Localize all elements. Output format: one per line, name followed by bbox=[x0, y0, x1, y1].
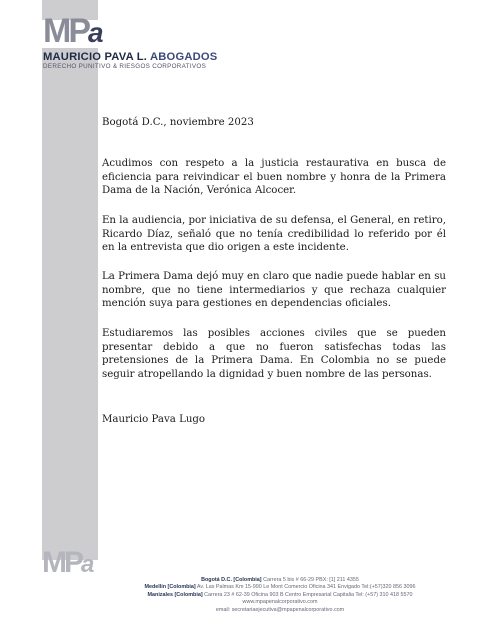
logo-letter-p: P bbox=[68, 12, 89, 50]
footer-office-city: Bogotá D.C. [Colombia] bbox=[201, 577, 262, 583]
logo-letter-m: M bbox=[43, 12, 69, 50]
footer-office-city: Manizales [Colombia] bbox=[147, 591, 203, 598]
footer-office-city: Medellín [Colombia] bbox=[144, 584, 196, 591]
letterhead-sidebar-bar bbox=[42, 0, 98, 560]
letter-paragraph-2: En la audiencia, por iniciativa de su defensa, el General, en retiro, Ricardo Díaz, señaló que no tenía credibilidad lo referido por él en la entrevista que dio origen a este incidente. bbox=[102, 215, 446, 254]
letter-paragraph-3: La Primera Dama dejó muy en claro que nadie puede hablar en su nombre, que no tiene intermediarios y que rechaza cualquier mención suya para gestiones en dependencias oficiales. bbox=[102, 271, 446, 310]
footer-office-manizales bbox=[100, 592, 460, 599]
footer-logo-mp: MP bbox=[42, 546, 81, 579]
letter-signature: Mauricio Pava Lugo bbox=[102, 414, 206, 425]
footer-logo bbox=[42, 548, 91, 580]
footer-office-bogota bbox=[100, 577, 460, 584]
footer-office-medellin bbox=[100, 584, 460, 591]
footer-contact bbox=[100, 577, 460, 614]
footer-office-address: Carrera 5 bis # 66-29 PBX: [1] 211 4355 bbox=[263, 577, 359, 583]
letter-paragraph-4: Estudiaremos las posibles acciones civiles que se pueden presentar debido a que no fueron satisfechas todas las pretensiones de la Primera Dama. En Colombia no se puede seguir atropellando la dignidad y buen nombre de las personas. bbox=[102, 328, 446, 380]
firm-name bbox=[43, 51, 217, 63]
letter-date: Bogotá D.C., noviembre 2023 bbox=[102, 117, 254, 128]
firm-name-main: MAURICIO PAVA L. bbox=[43, 51, 150, 63]
footer-email[interactable]: email: secretariaejecutiva@mpapenalcorporativo.com bbox=[215, 606, 345, 613]
firm-name-suffix: ABOGADOS bbox=[149, 51, 218, 63]
letter-paragraph-1: Acudimos con respeto a la justicia restaurativa en busca de eficiencia para reivindicar el buen nombre y honra de la Primera Dama de la Nación, Verónica Alcocer. bbox=[102, 158, 446, 197]
firm-tagline: DERECHO PUNITIVO & RIESGOS CORPORATIVOS bbox=[43, 63, 207, 70]
firm-logo bbox=[43, 14, 104, 50]
footer-logo-a: a bbox=[81, 551, 92, 578]
footer-office-address: Av. Las Palmas Km 15-990 Le Mont Comercio Oficina 341 Envigado Tel:(+57)320 856 3096 bbox=[196, 584, 416, 591]
footer-website[interactable]: www.mpapenalcorporativo.com bbox=[242, 599, 318, 606]
logo-letter-a: a bbox=[88, 17, 104, 48]
footer-office-address: Carrera 23 # 62-39 Oficina 903 B Centro Empresarial Capitalia Tel: (+57) 310 418 5570 bbox=[204, 591, 413, 598]
